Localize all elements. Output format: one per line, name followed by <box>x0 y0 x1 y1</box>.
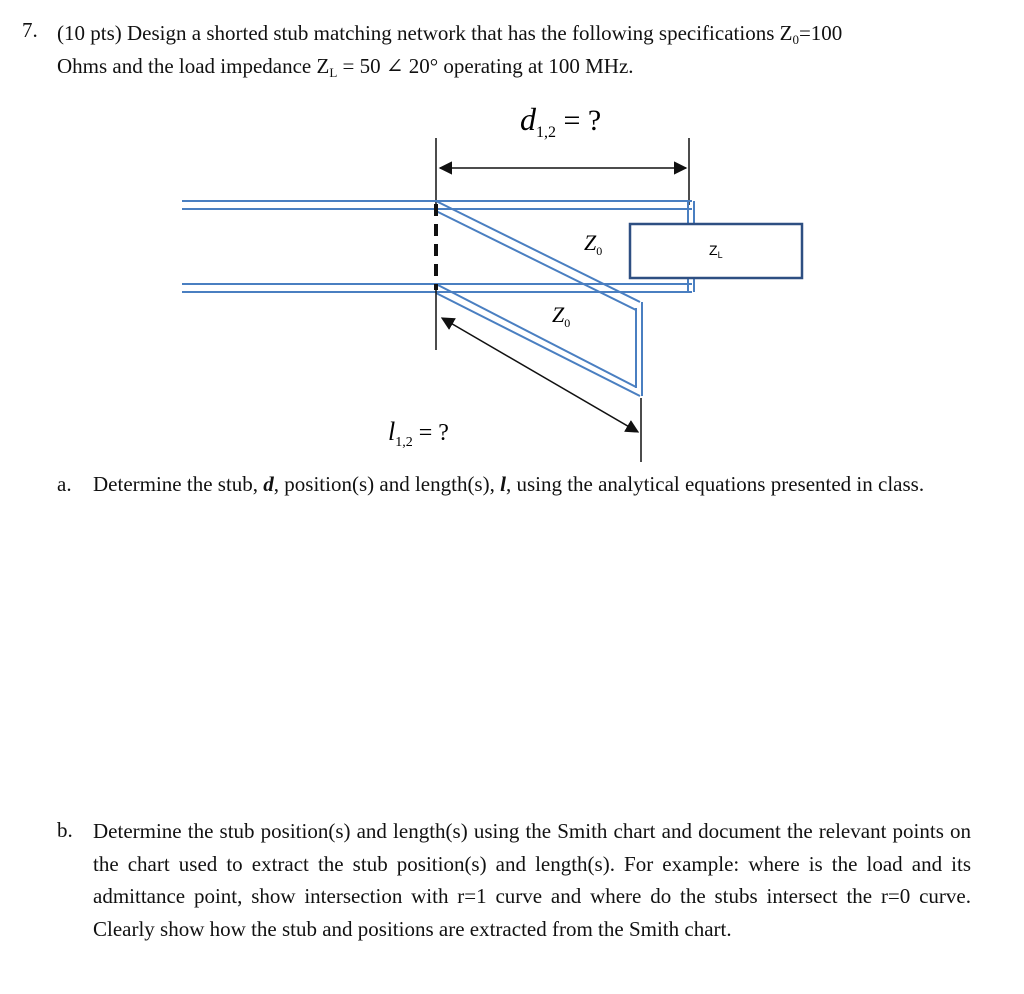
question-points: (10 pts) <box>57 21 122 45</box>
shorted-stub <box>436 201 642 396</box>
d-symbol-label: $d_{1,2}$ = ? <box>520 101 602 141</box>
part-a-text: Determine the stub, d, position(s) and length(s), l, using the analytical equations presented in class. <box>93 472 925 496</box>
part-b-letter: b. <box>57 818 73 842</box>
frequency-text: operating at 100 MHz. <box>443 54 634 78</box>
question-number: 7. <box>22 18 38 42</box>
question-intro: Design a shorted stub matching network that has the following specifications Z <box>127 21 793 45</box>
question-line2-start: Ohms and the load impedance Z <box>57 54 330 78</box>
part-b-text: Determine the stub position(s) and length(s) using the Smith chart and document the relevant points on the chart used to extract the stub position(s) and length(s). For example: where is the load and its admittance point, show intersection with r=1 curve and where do the stubs intersect the r=0 curve. Clearly show how the stub and positions are extracted from the Smith chart. <box>93 819 971 941</box>
z0-subscript: 0 <box>792 32 799 47</box>
question-line-2 <box>57 51 634 88</box>
d-variable: d <box>263 472 274 496</box>
z0-line-label: $Z_0$ <box>584 230 603 258</box>
zl-value: = 50 ∠ 20° <box>337 54 439 78</box>
l-variable: l <box>500 472 506 496</box>
part-a-letter: a. <box>57 472 72 496</box>
question-line-1 <box>57 18 842 55</box>
l-dimension-arrow <box>442 318 638 432</box>
zl-subscript: L <box>329 65 338 80</box>
l-symbol-label: $l_{1,2}$ = ? <box>388 417 449 450</box>
z0-value: =100 <box>798 21 843 45</box>
z0-stub-label: $Z_0$ <box>552 302 571 330</box>
load-label: $Z_L$ <box>709 242 723 260</box>
